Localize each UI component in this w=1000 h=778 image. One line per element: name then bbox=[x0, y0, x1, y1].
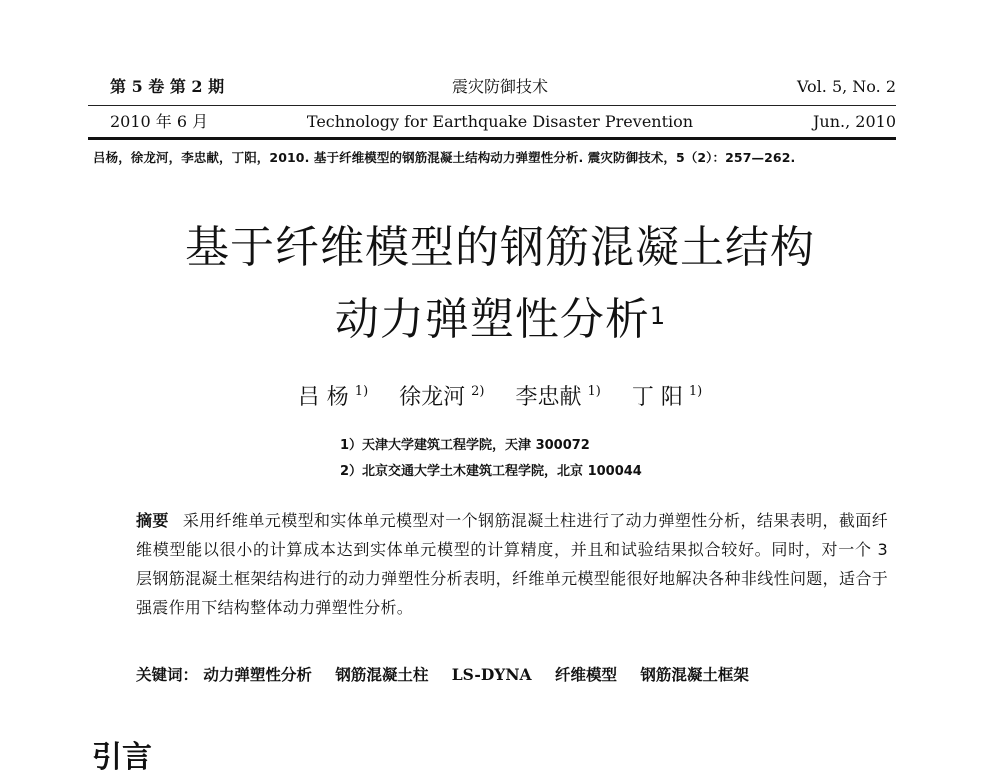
author bbox=[516, 385, 601, 410]
author bbox=[399, 385, 484, 410]
header-divider bbox=[88, 105, 896, 106]
author-affiliation-marker: 1) bbox=[688, 384, 703, 399]
abstract bbox=[136, 506, 888, 622]
affiliation-1: 1）天津大学建筑工程学院，天津 300072 bbox=[340, 438, 590, 453]
keyword: 纤维模型 bbox=[554, 666, 617, 684]
section-heading-introduction: 引言 bbox=[92, 740, 152, 775]
volume-number-en: Vol. 5, No. 2 bbox=[796, 77, 896, 96]
paper-title-text: 动力弹塑性分析 bbox=[334, 294, 650, 345]
author-name: 李忠献 bbox=[515, 385, 582, 410]
paper-title-line-2 bbox=[0, 290, 1000, 350]
keyword: LS-DYNA bbox=[451, 665, 532, 684]
title-footnote-marker: 1 bbox=[649, 302, 666, 330]
abstract-text: 采用纤维单元模型和实体单元模型对一个钢筋混凝土柱进行了动力弹塑性分析，结果表明，截面纤维模型能以很小的计算成本达到实体单元模型的计算精度，并且和试验结果拟合较好。同时，对一个 3 层钢筋混凝土框架结构进行的动力弹塑性分析表明，纤维单元模型能很好地解决各种非线性问题，适合于强震作用下结构整体动力弹塑性分析。 bbox=[136, 511, 888, 617]
author-affiliation-marker: 2) bbox=[471, 384, 485, 399]
author-name: 吕 杨 bbox=[297, 385, 349, 410]
header-bottom-rule bbox=[88, 137, 896, 140]
affiliation-2: 2）北京交通大学土木建筑工程学院，北京 100044 bbox=[340, 464, 642, 479]
issue-date-en: Jun., 2010 bbox=[813, 112, 896, 131]
author bbox=[298, 385, 368, 410]
author bbox=[632, 385, 702, 410]
journal-header-row-2 bbox=[0, 107, 1000, 137]
keywords bbox=[136, 663, 767, 685]
journal-header-row-1 bbox=[0, 72, 1000, 102]
citation-line: 吕杨，徐龙河，李忠献，丁阳，2010. 基于纤维模型的钢筋混凝土结构动力弹塑性分析. 震灾防御技术，5（2）：257—262. bbox=[93, 150, 796, 165]
paper-title-line-1: 基于纤维模型的钢筋混凝土结构 bbox=[185, 222, 815, 273]
journal-title-cn: 震灾防御技术 bbox=[451, 77, 548, 96]
author-name: 丁 阳 bbox=[631, 385, 683, 410]
keywords-label: 关键词： bbox=[136, 666, 199, 684]
issue-date-cn: 2010 年 6 月 bbox=[110, 112, 209, 131]
author-affiliation-marker: 1) bbox=[587, 384, 601, 399]
author-name: 徐龙河 bbox=[399, 385, 466, 410]
keyword: 钢筋混凝土柱 bbox=[335, 666, 429, 684]
volume-issue: 第 5 卷 第 2 期 bbox=[110, 77, 225, 96]
author-affiliation-marker: 1) bbox=[354, 384, 369, 399]
keyword: 钢筋混凝土框架 bbox=[640, 666, 749, 684]
abstract-label: 摘要 bbox=[136, 511, 169, 530]
author-list bbox=[0, 380, 1000, 416]
journal-title-en: Technology for Earthquake Disaster Prevention bbox=[306, 112, 694, 131]
keyword: 动力弹塑性分析 bbox=[203, 666, 312, 684]
